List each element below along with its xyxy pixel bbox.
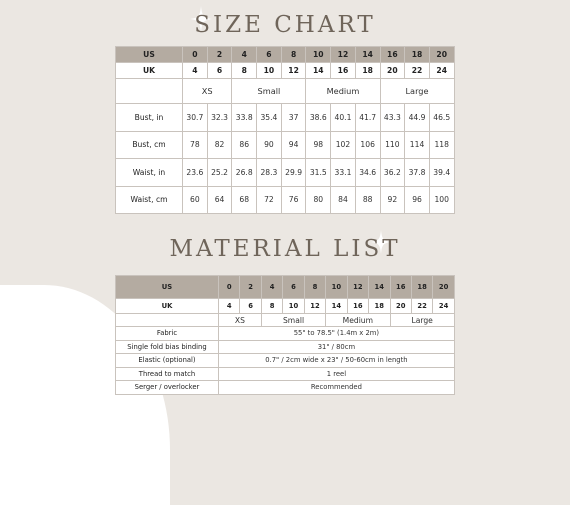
row-label: Waist, in <box>116 159 183 187</box>
table-cell: 39.4 <box>429 159 454 187</box>
uk-size-cell: 18 <box>355 63 380 79</box>
table-cell: 40.1 <box>331 104 356 132</box>
table-cell: 106 <box>355 131 380 159</box>
us-label: US <box>116 47 183 63</box>
table-cell: 37 <box>281 104 306 132</box>
row-label: Thread to match <box>116 367 219 381</box>
us-size-cell: 16 <box>380 47 405 63</box>
size-chart-title: SIZE CHART <box>194 12 376 38</box>
us-size-cell: 8 <box>304 276 325 299</box>
table-cell: 43.3 <box>380 104 405 132</box>
table-cell: 25.2 <box>207 159 232 187</box>
row-label: Fabric <box>116 327 219 341</box>
table-cell: 64 <box>207 186 232 214</box>
table-cell: 36.2 <box>380 159 405 187</box>
us-size-cell: 20 <box>429 47 454 63</box>
row-label: Elastic (optional) <box>116 354 219 368</box>
us-size-cell: 4 <box>261 276 282 299</box>
table-cell: 1 reel <box>219 367 455 381</box>
size-group-large: Large <box>390 314 454 327</box>
table-cell: 60 <box>183 186 208 214</box>
us-size-cell: 8 <box>281 47 306 63</box>
uk-size-cell: 6 <box>207 63 232 79</box>
uk-size-cell: 20 <box>380 63 405 79</box>
table-cell: 114 <box>405 131 430 159</box>
uk-size-cell: 8 <box>232 63 257 79</box>
table-cell: 32.3 <box>207 104 232 132</box>
material-list-title: MATERIAL LIST <box>169 236 401 262</box>
table-row <box>116 340 455 354</box>
table-cell: 31" / 80cm <box>219 340 455 354</box>
size-group-small: Small <box>232 79 306 104</box>
uk-size-cell: 12 <box>281 63 306 79</box>
size-group-medium: Medium <box>306 79 380 104</box>
us-label: US <box>116 276 219 299</box>
us-size-cell: 0 <box>219 276 240 299</box>
table-row <box>116 354 455 368</box>
us-size-cell: 20 <box>433 276 454 299</box>
uk-size-cell: 12 <box>304 299 325 314</box>
uk-size-cell: 14 <box>306 63 331 79</box>
table-cell: 28.3 <box>257 159 282 187</box>
uk-size-cell: 4 <box>183 63 208 79</box>
us-size-cell: 12 <box>347 276 368 299</box>
us-size-cell: 0 <box>183 47 208 63</box>
table-cell: 33.8 <box>232 104 257 132</box>
table-cell: 37.8 <box>405 159 430 187</box>
table-cell: 76 <box>281 186 306 214</box>
us-size-cell: 6 <box>257 47 282 63</box>
table-cell: 72 <box>257 186 282 214</box>
table-cell: 30.7 <box>183 104 208 132</box>
table-cell: 41.7 <box>355 104 380 132</box>
uk-label: UK <box>116 299 219 314</box>
table-cell: 44.9 <box>405 104 430 132</box>
table-cell: 80 <box>306 186 331 214</box>
table-row <box>116 381 455 395</box>
table-cell: 86 <box>232 131 257 159</box>
row-label: Bust, cm <box>116 131 183 159</box>
us-size-cell: 12 <box>331 47 356 63</box>
table-cell: 29.9 <box>281 159 306 187</box>
table-cell: Recommended <box>219 381 455 395</box>
table-cell: 68 <box>232 186 257 214</box>
table-cell: 26.8 <box>232 159 257 187</box>
uk-size-row <box>116 299 455 314</box>
us-size-row <box>116 47 455 63</box>
uk-label: UK <box>116 63 183 79</box>
us-size-cell: 4 <box>232 47 257 63</box>
uk-size-cell: 8 <box>261 299 282 314</box>
size-group-xs: XS <box>183 79 232 104</box>
uk-size-cell: 18 <box>369 299 390 314</box>
table-cell: 38.6 <box>306 104 331 132</box>
uk-size-cell: 10 <box>283 299 304 314</box>
table-cell: 0.7" / 2cm wide x 23" / 50-60cm in length <box>219 354 455 368</box>
table-cell: 92 <box>380 186 405 214</box>
table-cell: 90 <box>257 131 282 159</box>
table-cell: 96 <box>405 186 430 214</box>
table-row <box>116 159 455 187</box>
us-size-cell: 16 <box>390 276 411 299</box>
size-group-xs: XS <box>219 314 262 327</box>
table-row <box>116 131 455 159</box>
table-cell: 35.4 <box>257 104 282 132</box>
table-cell: 110 <box>380 131 405 159</box>
table-cell: 84 <box>331 186 356 214</box>
empty-cell <box>116 314 219 327</box>
uk-size-cell: 20 <box>390 299 411 314</box>
us-size-cell: 6 <box>283 276 304 299</box>
table-cell: 118 <box>429 131 454 159</box>
uk-size-cell: 6 <box>240 299 261 314</box>
size-group-large: Large <box>380 79 454 104</box>
size-group-small: Small <box>261 314 325 327</box>
material-list-table <box>115 275 455 395</box>
table-cell: 94 <box>281 131 306 159</box>
uk-size-cell: 24 <box>433 299 454 314</box>
table-row <box>116 104 455 132</box>
row-label: Bust, in <box>116 104 183 132</box>
uk-size-cell: 14 <box>326 299 347 314</box>
us-size-cell: 14 <box>369 276 390 299</box>
table-cell: 34.6 <box>355 159 380 187</box>
us-size-cell: 2 <box>207 47 232 63</box>
table-cell: 82 <box>207 131 232 159</box>
uk-size-cell: 16 <box>331 63 356 79</box>
table-cell: 100 <box>429 186 454 214</box>
uk-size-cell: 22 <box>405 63 430 79</box>
us-size-cell: 10 <box>306 47 331 63</box>
size-chart-table <box>115 46 455 214</box>
row-label: Serger / overlocker <box>116 381 219 395</box>
uk-size-cell: 24 <box>429 63 454 79</box>
size-group-row <box>116 314 455 327</box>
uk-size-cell: 16 <box>347 299 368 314</box>
uk-size-cell: 22 <box>411 299 432 314</box>
table-cell: 88 <box>355 186 380 214</box>
us-size-cell: 2 <box>240 276 261 299</box>
uk-size-cell: 4 <box>219 299 240 314</box>
table-cell: 102 <box>331 131 356 159</box>
us-size-cell: 18 <box>411 276 432 299</box>
table-row <box>116 186 455 214</box>
table-cell: 46.5 <box>429 104 454 132</box>
row-label: Single fold bias binding <box>116 340 219 354</box>
empty-cell <box>116 79 183 104</box>
row-label: Waist, cm <box>116 186 183 214</box>
table-cell: 55" to 78.5" (1.4m x 2m) <box>219 327 455 341</box>
us-size-cell: 18 <box>405 47 430 63</box>
us-size-row <box>116 276 455 299</box>
table-cell: 98 <box>306 131 331 159</box>
table-cell: 23.6 <box>183 159 208 187</box>
us-size-cell: 10 <box>326 276 347 299</box>
table-cell: 33.1 <box>331 159 356 187</box>
table-cell: 78 <box>183 131 208 159</box>
size-group-medium: Medium <box>326 314 390 327</box>
table-row <box>116 367 455 381</box>
table-row <box>116 327 455 341</box>
uk-size-cell: 10 <box>257 63 282 79</box>
us-size-cell: 14 <box>355 47 380 63</box>
uk-size-row <box>116 63 455 79</box>
table-cell: 31.5 <box>306 159 331 187</box>
size-group-row <box>116 79 455 104</box>
